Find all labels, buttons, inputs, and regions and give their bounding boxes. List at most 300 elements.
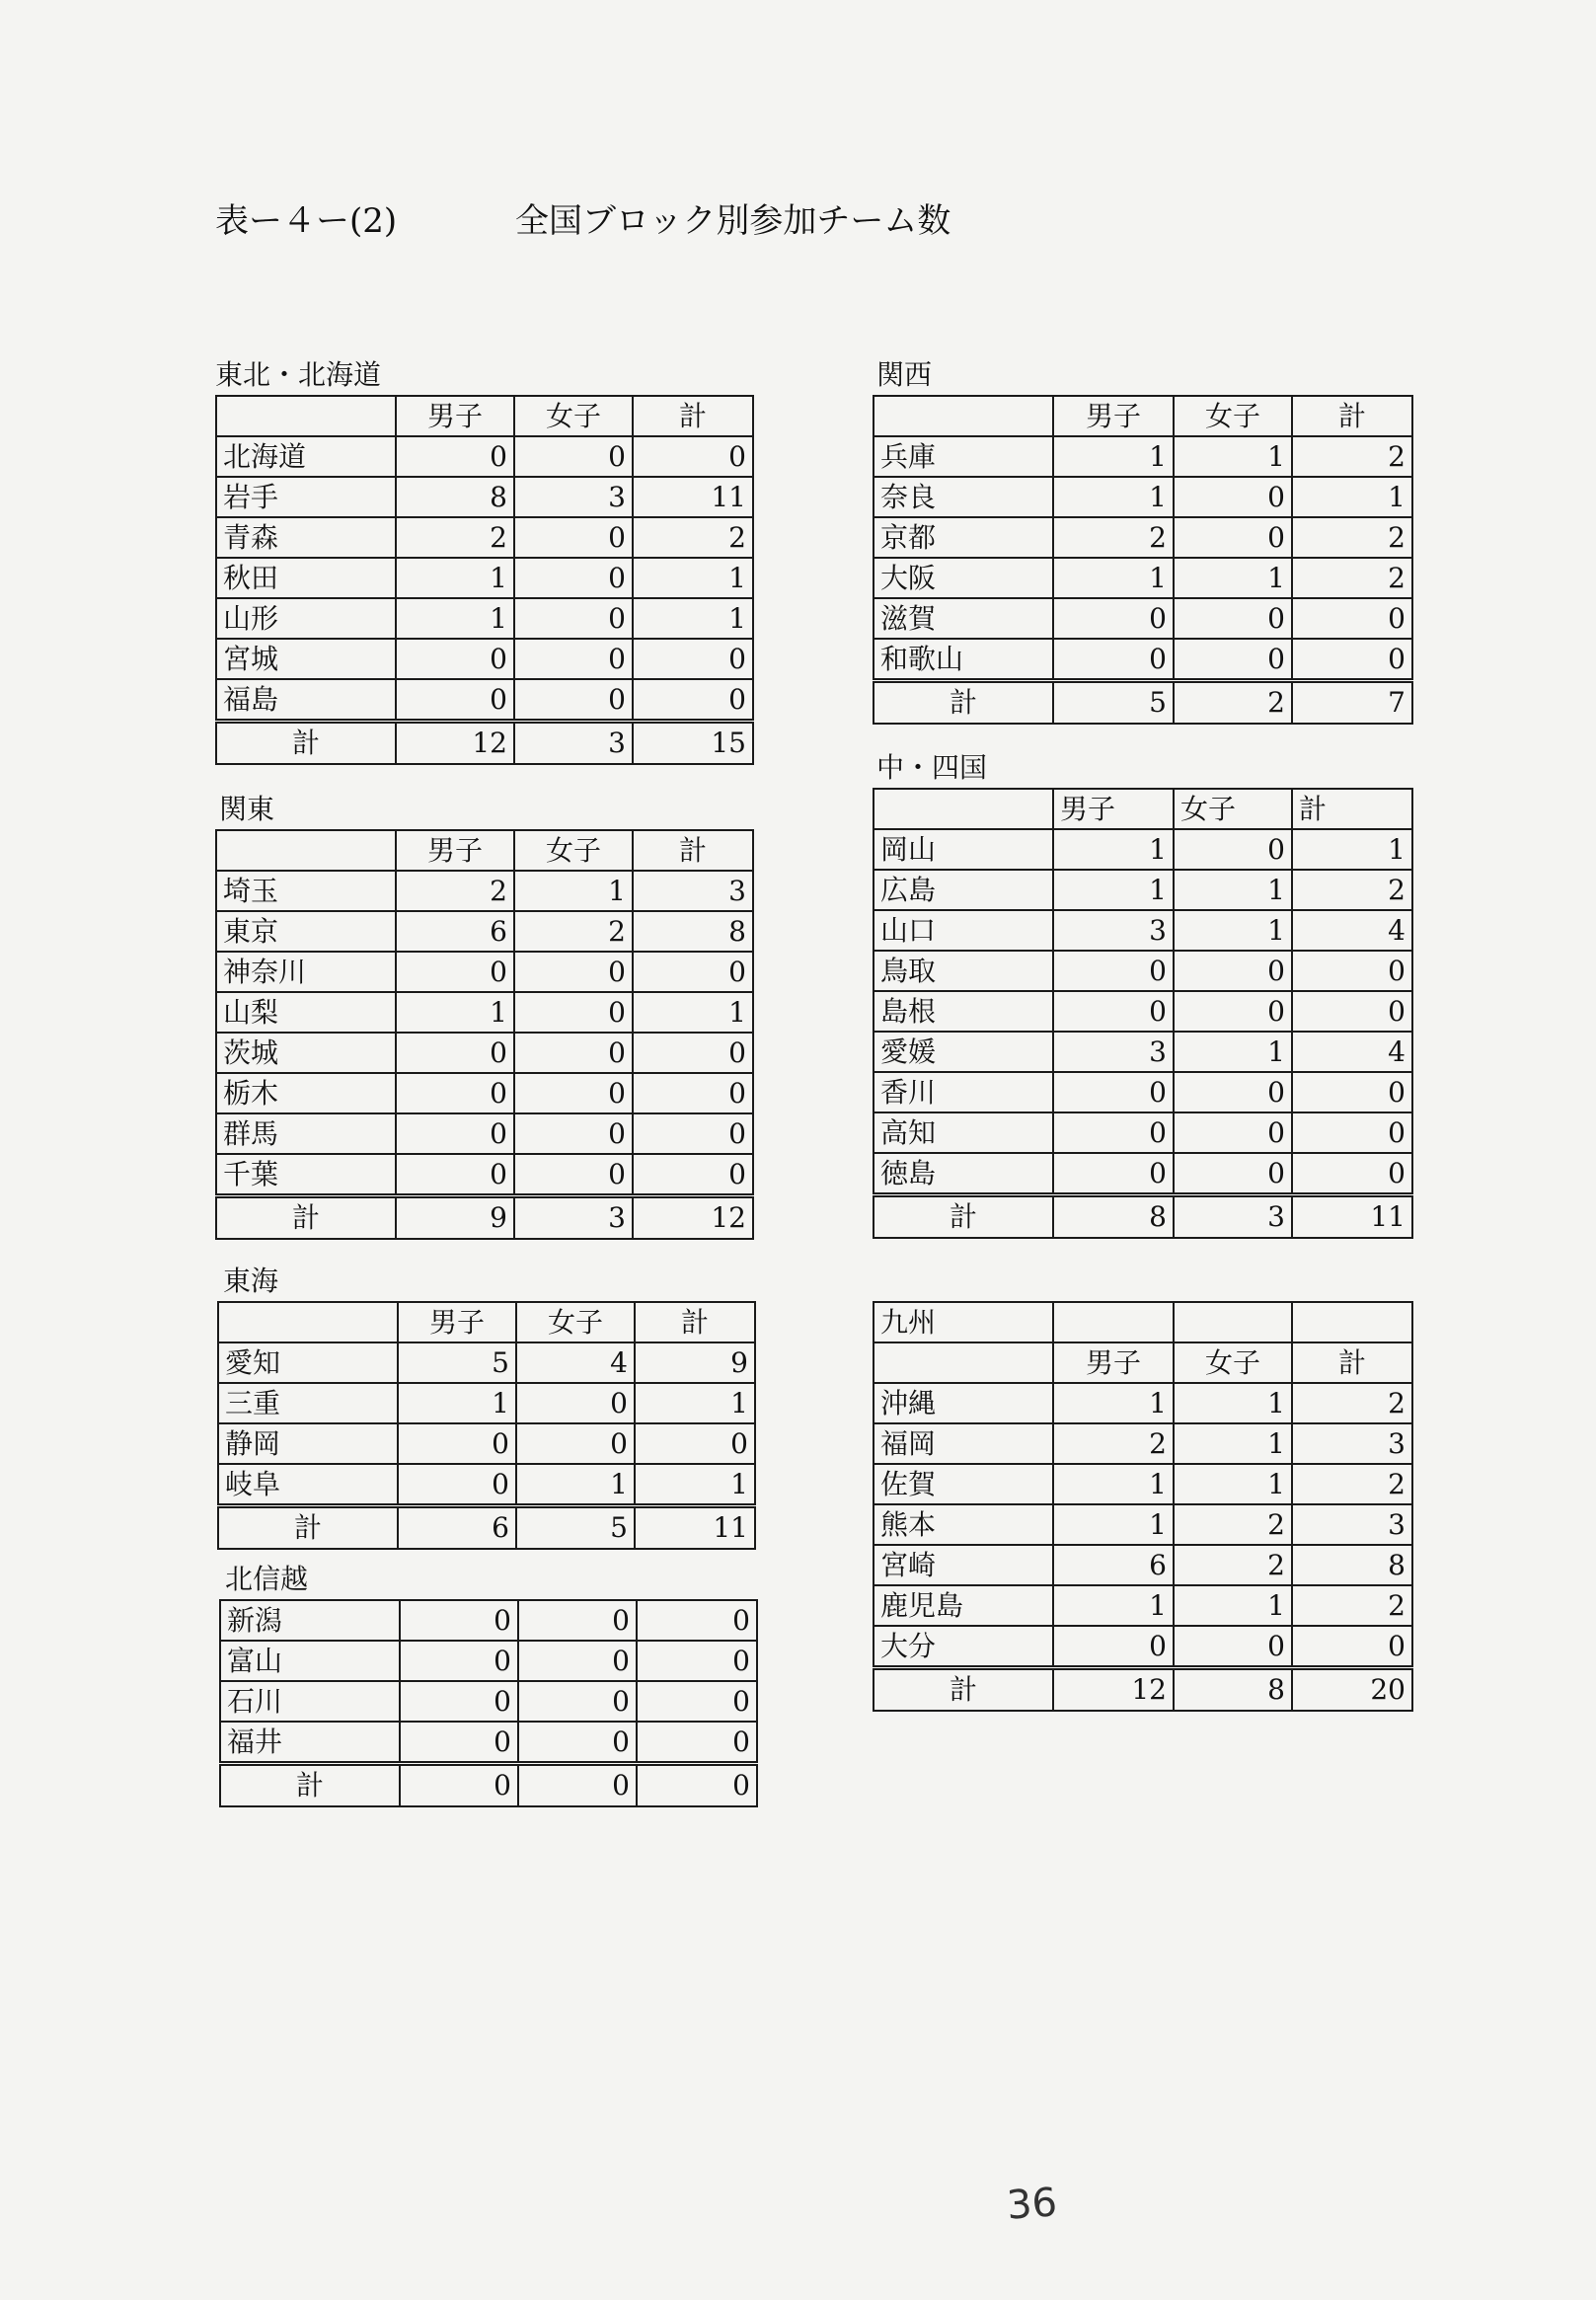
table-row bbox=[216, 871, 753, 911]
table-row bbox=[874, 1112, 1412, 1153]
region-title: 関西 bbox=[876, 358, 933, 391]
boys-count: 8 bbox=[396, 477, 514, 517]
pref-name: 島根 bbox=[874, 991, 1053, 1032]
table-row bbox=[216, 1154, 753, 1196]
blank-cell bbox=[1053, 1302, 1174, 1342]
boys-count: 0 bbox=[1053, 1153, 1174, 1195]
total-count: 4 bbox=[1292, 1032, 1412, 1072]
pref-name: 北海道 bbox=[216, 436, 396, 477]
total-count: 2 bbox=[1292, 558, 1412, 598]
header-total: 計 bbox=[1292, 1342, 1412, 1383]
page-number: 36 bbox=[1005, 2180, 1059, 2229]
total-count: 0 bbox=[637, 1681, 757, 1722]
pref-name: 埼玉 bbox=[216, 871, 396, 911]
table-row bbox=[216, 477, 753, 517]
boys-count: 0 bbox=[396, 1033, 514, 1073]
pref-name: 新潟 bbox=[220, 1600, 400, 1641]
region-title: 九州 bbox=[874, 1302, 1053, 1342]
boys-count: 0 bbox=[398, 1464, 516, 1506]
girls-count: 0 bbox=[514, 436, 633, 477]
boys-count: 0 bbox=[1053, 1072, 1174, 1112]
girls-count: 0 bbox=[514, 992, 633, 1033]
girls-count: 0 bbox=[516, 1383, 635, 1423]
total-sum: 0 bbox=[637, 1764, 757, 1807]
pref-name: 京都 bbox=[874, 517, 1053, 558]
header-girls: 女子 bbox=[1174, 1342, 1292, 1383]
total-count: 0 bbox=[1292, 1072, 1412, 1112]
total-count: 0 bbox=[633, 1073, 753, 1113]
girls-count: 1 bbox=[1174, 1585, 1292, 1626]
pref-name: 千葉 bbox=[216, 1154, 396, 1196]
table-row bbox=[216, 639, 753, 679]
total-sum: 20 bbox=[1292, 1668, 1412, 1712]
girls-count: 4 bbox=[516, 1342, 635, 1383]
pref-name: 静岡 bbox=[218, 1423, 398, 1464]
boys-count: 1 bbox=[1053, 1585, 1174, 1626]
boys-count: 1 bbox=[1053, 829, 1174, 870]
table-row bbox=[220, 1722, 757, 1764]
pref-name: 岩手 bbox=[216, 477, 396, 517]
girls-count: 1 bbox=[1174, 1383, 1292, 1423]
table-row bbox=[216, 992, 753, 1033]
region-table bbox=[873, 788, 1413, 1239]
table-header-row bbox=[874, 396, 1412, 436]
girls-sum: 2 bbox=[1174, 681, 1292, 725]
header-girls: 女子 bbox=[514, 830, 633, 871]
girls-sum: 8 bbox=[1174, 1668, 1292, 1712]
table-row bbox=[874, 436, 1412, 477]
boys-count: 0 bbox=[396, 639, 514, 679]
table-row bbox=[874, 951, 1412, 991]
table-row bbox=[874, 1423, 1412, 1464]
boys-count: 1 bbox=[1053, 436, 1174, 477]
total-count: 1 bbox=[1292, 829, 1412, 870]
boys-count: 6 bbox=[1053, 1545, 1174, 1585]
table-row bbox=[220, 1641, 757, 1681]
pref-name: 大分 bbox=[874, 1626, 1053, 1668]
boys-count: 1 bbox=[396, 558, 514, 598]
total-count: 8 bbox=[1292, 1545, 1412, 1585]
total-count: 2 bbox=[633, 517, 753, 558]
table-header-row bbox=[216, 396, 753, 436]
pref-name: 栃木 bbox=[216, 1073, 396, 1113]
girls-count: 1 bbox=[1174, 870, 1292, 910]
total-count: 2 bbox=[1292, 436, 1412, 477]
boys-count: 0 bbox=[400, 1681, 518, 1722]
table-row bbox=[874, 870, 1412, 910]
header-total: 計 bbox=[1292, 396, 1412, 436]
boys-count: 2 bbox=[396, 871, 514, 911]
girls-count: 3 bbox=[514, 477, 633, 517]
pref-name: 鹿児島 bbox=[874, 1585, 1053, 1626]
girls-count: 0 bbox=[514, 1033, 633, 1073]
total-count: 2 bbox=[1292, 1585, 1412, 1626]
pref-name: 広島 bbox=[874, 870, 1053, 910]
pref-name: 沖縄 bbox=[874, 1383, 1053, 1423]
girls-count: 0 bbox=[1174, 1153, 1292, 1195]
pref-name: 三重 bbox=[218, 1383, 398, 1423]
header-girls: 女子 bbox=[516, 1302, 635, 1342]
region-title: 北信越 bbox=[225, 1563, 309, 1595]
total-label: 計 bbox=[218, 1506, 398, 1550]
boys-count: 1 bbox=[1053, 558, 1174, 598]
total-count: 1 bbox=[633, 598, 753, 639]
region-title-row bbox=[874, 1302, 1412, 1342]
total-count: 0 bbox=[1292, 598, 1412, 639]
total-count: 1 bbox=[1292, 477, 1412, 517]
table-row bbox=[216, 952, 753, 992]
boys-count: 0 bbox=[400, 1722, 518, 1764]
total-label: 計 bbox=[874, 1668, 1053, 1712]
total-count: 1 bbox=[633, 992, 753, 1033]
girls-count: 0 bbox=[514, 1154, 633, 1196]
region-table bbox=[217, 1301, 756, 1550]
total-count: 0 bbox=[633, 1033, 753, 1073]
table-total-row bbox=[874, 1668, 1412, 1712]
boys-sum: 5 bbox=[1053, 681, 1174, 725]
table-row bbox=[874, 558, 1412, 598]
table-header-row bbox=[874, 1342, 1412, 1383]
table-total-row bbox=[218, 1506, 755, 1550]
girls-sum: 0 bbox=[518, 1764, 637, 1807]
girls-count: 2 bbox=[514, 911, 633, 952]
total-count: 1 bbox=[635, 1464, 755, 1506]
boys-count: 0 bbox=[400, 1600, 518, 1641]
table-header-row bbox=[216, 830, 753, 871]
table-row bbox=[874, 991, 1412, 1032]
table-row bbox=[874, 1545, 1412, 1585]
table-row bbox=[874, 829, 1412, 870]
total-count: 3 bbox=[633, 871, 753, 911]
table-row bbox=[216, 558, 753, 598]
total-count: 0 bbox=[1292, 951, 1412, 991]
total-sum: 12 bbox=[633, 1196, 753, 1240]
girls-count: 0 bbox=[1174, 991, 1292, 1032]
pref-name: 青森 bbox=[216, 517, 396, 558]
table-row bbox=[216, 598, 753, 639]
pref-name: 群馬 bbox=[216, 1113, 396, 1154]
pref-name: 熊本 bbox=[874, 1504, 1053, 1545]
boys-count: 0 bbox=[1053, 1112, 1174, 1153]
total-count: 0 bbox=[635, 1423, 755, 1464]
boys-count: 1 bbox=[398, 1383, 516, 1423]
girls-sum: 5 bbox=[516, 1506, 635, 1550]
total-label: 計 bbox=[874, 681, 1053, 725]
total-count: 0 bbox=[633, 679, 753, 722]
pref-name: 兵庫 bbox=[874, 436, 1053, 477]
table-row bbox=[874, 910, 1412, 951]
header-total: 計 bbox=[1292, 789, 1412, 829]
pref-name: 山梨 bbox=[216, 992, 396, 1033]
total-count: 2 bbox=[1292, 870, 1412, 910]
pref-name: 鳥取 bbox=[874, 951, 1053, 991]
header-boys: 男子 bbox=[396, 396, 514, 436]
total-count: 0 bbox=[1292, 1153, 1412, 1195]
boys-count: 0 bbox=[396, 436, 514, 477]
pref-name: 茨城 bbox=[216, 1033, 396, 1073]
header-blank-cell bbox=[874, 789, 1053, 829]
blank-cell bbox=[1174, 1302, 1292, 1342]
total-sum: 7 bbox=[1292, 681, 1412, 725]
pref-name: 富山 bbox=[220, 1641, 400, 1681]
boys-sum: 8 bbox=[1053, 1195, 1174, 1239]
total-count: 1 bbox=[633, 558, 753, 598]
table-row bbox=[218, 1342, 755, 1383]
pref-name: 秋田 bbox=[216, 558, 396, 598]
region-title: 関東 bbox=[219, 793, 275, 825]
blank-cell bbox=[1292, 1302, 1412, 1342]
girls-count: 0 bbox=[514, 1113, 633, 1154]
total-count: 9 bbox=[635, 1342, 755, 1383]
total-count: 0 bbox=[637, 1600, 757, 1641]
total-label: 計 bbox=[216, 1196, 396, 1240]
pref-name: 和歌山 bbox=[874, 639, 1053, 681]
region-table bbox=[873, 395, 1413, 725]
pref-name: 徳島 bbox=[874, 1153, 1053, 1195]
region-table bbox=[219, 1599, 758, 1807]
table-row bbox=[216, 1033, 753, 1073]
boys-count: 1 bbox=[396, 992, 514, 1033]
total-count: 0 bbox=[637, 1722, 757, 1764]
pref-name: 岡山 bbox=[874, 829, 1053, 870]
total-sum: 11 bbox=[635, 1506, 755, 1550]
boys-count: 5 bbox=[398, 1342, 516, 1383]
pref-name: 愛媛 bbox=[874, 1032, 1053, 1072]
header-blank-cell bbox=[874, 396, 1053, 436]
girls-count: 0 bbox=[1174, 1072, 1292, 1112]
region-table bbox=[873, 1301, 1413, 1712]
boys-count: 2 bbox=[1053, 1423, 1174, 1464]
boys-count: 0 bbox=[396, 1073, 514, 1113]
table-row bbox=[216, 436, 753, 477]
total-count: 0 bbox=[637, 1641, 757, 1681]
girls-count: 0 bbox=[1174, 639, 1292, 681]
table-row bbox=[874, 1032, 1412, 1072]
pref-name: 岐阜 bbox=[218, 1464, 398, 1506]
girls-sum: 3 bbox=[514, 722, 633, 765]
total-label: 計 bbox=[874, 1195, 1053, 1239]
header-boys: 男子 bbox=[396, 830, 514, 871]
pref-name: 東京 bbox=[216, 911, 396, 952]
pref-name: 宮城 bbox=[216, 639, 396, 679]
total-count: 1 bbox=[635, 1383, 755, 1423]
table-row bbox=[874, 1585, 1412, 1626]
boys-count: 3 bbox=[1053, 1032, 1174, 1072]
table-row bbox=[220, 1681, 757, 1722]
boys-count: 0 bbox=[396, 1113, 514, 1154]
girls-count: 1 bbox=[1174, 1423, 1292, 1464]
boys-count: 0 bbox=[400, 1641, 518, 1681]
table-row bbox=[216, 1073, 753, 1113]
table-row bbox=[218, 1423, 755, 1464]
header-boys: 男子 bbox=[398, 1302, 516, 1342]
pref-name: 福岡 bbox=[874, 1423, 1053, 1464]
total-count: 11 bbox=[633, 477, 753, 517]
header-girls: 女子 bbox=[1174, 789, 1292, 829]
boys-count: 1 bbox=[1053, 1464, 1174, 1504]
boys-count: 1 bbox=[1053, 477, 1174, 517]
girls-count: 1 bbox=[1174, 910, 1292, 951]
table-row bbox=[216, 1113, 753, 1154]
table-row bbox=[874, 1153, 1412, 1195]
pref-name: 愛知 bbox=[218, 1342, 398, 1383]
girls-sum: 3 bbox=[514, 1196, 633, 1240]
total-count: 0 bbox=[633, 1154, 753, 1196]
boys-count: 1 bbox=[1053, 1504, 1174, 1545]
header-boys: 男子 bbox=[1053, 789, 1174, 829]
total-count: 0 bbox=[1292, 991, 1412, 1032]
boys-count: 0 bbox=[396, 679, 514, 722]
table-total-row bbox=[874, 1195, 1412, 1239]
girls-sum: 3 bbox=[1174, 1195, 1292, 1239]
region-table bbox=[215, 829, 754, 1240]
table-row bbox=[874, 1626, 1412, 1668]
boys-sum: 6 bbox=[398, 1506, 516, 1550]
girls-count: 0 bbox=[514, 517, 633, 558]
total-count: 0 bbox=[633, 952, 753, 992]
boys-count: 6 bbox=[396, 911, 514, 952]
total-count: 0 bbox=[1292, 1626, 1412, 1668]
total-sum: 15 bbox=[633, 722, 753, 765]
table-row bbox=[216, 679, 753, 722]
table-row bbox=[874, 639, 1412, 681]
boys-count: 1 bbox=[396, 598, 514, 639]
boys-count: 3 bbox=[1053, 910, 1174, 951]
region-table bbox=[215, 395, 754, 765]
pref-name: 大阪 bbox=[874, 558, 1053, 598]
total-count: 3 bbox=[1292, 1423, 1412, 1464]
table-header-row bbox=[218, 1302, 755, 1342]
header-boys: 男子 bbox=[1053, 1342, 1174, 1383]
girls-count: 1 bbox=[516, 1464, 635, 1506]
header-girls: 女子 bbox=[1174, 396, 1292, 436]
boys-sum: 9 bbox=[396, 1196, 514, 1240]
table-total-row bbox=[216, 1196, 753, 1240]
table-row bbox=[218, 1464, 755, 1506]
table-row bbox=[216, 911, 753, 952]
girls-count: 1 bbox=[1174, 436, 1292, 477]
table-row bbox=[874, 1383, 1412, 1423]
girls-count: 0 bbox=[516, 1423, 635, 1464]
girls-count: 0 bbox=[1174, 829, 1292, 870]
total-count: 2 bbox=[1292, 517, 1412, 558]
boys-sum: 12 bbox=[1053, 1668, 1174, 1712]
pref-name: 香川 bbox=[874, 1072, 1053, 1112]
boys-count: 0 bbox=[396, 952, 514, 992]
girls-count: 0 bbox=[514, 952, 633, 992]
pref-name: 奈良 bbox=[874, 477, 1053, 517]
boys-count: 1 bbox=[1053, 870, 1174, 910]
header-total: 計 bbox=[633, 830, 753, 871]
boys-count: 0 bbox=[396, 1154, 514, 1196]
girls-count: 2 bbox=[1174, 1545, 1292, 1585]
boys-count: 0 bbox=[1053, 991, 1174, 1032]
boys-sum: 0 bbox=[400, 1764, 518, 1807]
boys-count: 0 bbox=[1053, 639, 1174, 681]
total-count: 0 bbox=[1292, 639, 1412, 681]
girls-count: 0 bbox=[1174, 477, 1292, 517]
total-count: 0 bbox=[633, 1113, 753, 1154]
pref-name: 神奈川 bbox=[216, 952, 396, 992]
girls-count: 0 bbox=[518, 1681, 637, 1722]
header-blank-cell bbox=[216, 830, 396, 871]
pref-name: 滋賀 bbox=[874, 598, 1053, 639]
total-count: 8 bbox=[633, 911, 753, 952]
total-count: 2 bbox=[1292, 1464, 1412, 1504]
pref-name: 佐賀 bbox=[874, 1464, 1053, 1504]
girls-count: 0 bbox=[1174, 517, 1292, 558]
pref-name: 山口 bbox=[874, 910, 1053, 951]
boys-count: 0 bbox=[1053, 951, 1174, 991]
header-girls: 女子 bbox=[514, 396, 633, 436]
header-total: 計 bbox=[633, 396, 753, 436]
girls-count: 0 bbox=[518, 1641, 637, 1681]
girls-count: 1 bbox=[1174, 1464, 1292, 1504]
girls-count: 0 bbox=[514, 1073, 633, 1113]
total-count: 0 bbox=[1292, 1112, 1412, 1153]
region-title: 中・四国 bbox=[876, 751, 988, 784]
table-row bbox=[218, 1383, 755, 1423]
boys-sum: 12 bbox=[396, 722, 514, 765]
girls-count: 0 bbox=[1174, 1626, 1292, 1668]
table-row bbox=[874, 1072, 1412, 1112]
total-count: 2 bbox=[1292, 1383, 1412, 1423]
girls-count: 1 bbox=[514, 871, 633, 911]
header-blank-cell bbox=[216, 396, 396, 436]
header-total: 計 bbox=[635, 1302, 755, 1342]
header-boys: 男子 bbox=[1053, 396, 1174, 436]
total-count: 3 bbox=[1292, 1504, 1412, 1545]
header-blank-cell bbox=[218, 1302, 398, 1342]
girls-count: 0 bbox=[1174, 1112, 1292, 1153]
table-row bbox=[874, 517, 1412, 558]
girls-count: 1 bbox=[1174, 1032, 1292, 1072]
table-row bbox=[216, 517, 753, 558]
table-header-row bbox=[874, 789, 1412, 829]
boys-count: 2 bbox=[396, 517, 514, 558]
total-label: 計 bbox=[220, 1764, 400, 1807]
page-title: 全国ブロック別参加チーム数 bbox=[515, 201, 951, 241]
girls-count: 0 bbox=[1174, 598, 1292, 639]
total-count: 0 bbox=[633, 639, 753, 679]
girls-count: 0 bbox=[518, 1600, 637, 1641]
table-row bbox=[220, 1600, 757, 1641]
header-blank-cell bbox=[874, 1342, 1053, 1383]
table-total-row bbox=[874, 681, 1412, 725]
pref-name: 福島 bbox=[216, 679, 396, 722]
girls-count: 2 bbox=[1174, 1504, 1292, 1545]
boys-count: 0 bbox=[1053, 598, 1174, 639]
total-sum: 11 bbox=[1292, 1195, 1412, 1239]
table-row bbox=[874, 477, 1412, 517]
total-label: 計 bbox=[216, 722, 396, 765]
boys-count: 2 bbox=[1053, 517, 1174, 558]
girls-count: 0 bbox=[514, 558, 633, 598]
girls-count: 0 bbox=[514, 679, 633, 722]
region-title: 東北・北海道 bbox=[215, 358, 382, 391]
total-count: 4 bbox=[1292, 910, 1412, 951]
girls-count: 0 bbox=[514, 598, 633, 639]
table-row bbox=[874, 598, 1412, 639]
pref-name: 石川 bbox=[220, 1681, 400, 1722]
boys-count: 1 bbox=[1053, 1383, 1174, 1423]
boys-count: 0 bbox=[398, 1423, 516, 1464]
table-row bbox=[874, 1464, 1412, 1504]
pref-name: 高知 bbox=[874, 1112, 1053, 1153]
table-code: 表ー４ー(2) bbox=[215, 201, 398, 241]
region-title: 東海 bbox=[223, 1265, 279, 1297]
pref-name: 山形 bbox=[216, 598, 396, 639]
